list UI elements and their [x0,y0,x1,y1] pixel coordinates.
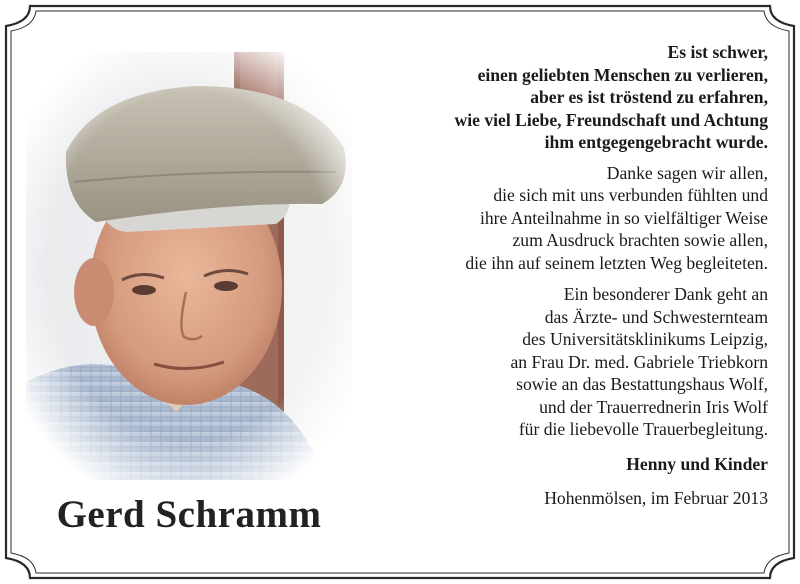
thanks-line: zum Ausdruck brachten sowie allen, [512,230,768,250]
portrait-photo [26,52,352,480]
special-thanks-line: Ein besonderer Dank geht an [563,284,768,304]
deceased-name: Gerd Schramm [56,493,322,536]
thanks-line: die ihn auf seinem letzten Weg begleiteten. [465,252,768,273]
thanks-line: ihre Anteilnahme in so vielfältiger Weise [480,207,768,228]
special-thanks-line: an Frau Dr. med. Gabriele Triebkorn [510,351,768,372]
special-thanks-line: für die liebevolle Trauerbegleitung. [518,419,768,439]
thanks-line: die sich mit uns verbunden fühlten und [493,185,768,205]
special-thanks-line: und der Trauerrednerin Iris Wolf [539,396,768,417]
thanks-line: Danke sagen wir allen, [606,162,768,183]
quote-line: wie viel Liebe, Freundschaft und Achtung [454,109,768,130]
special-thanks-line: das Ärzte- und Schwesternteam [544,306,768,327]
quote-line: Es ist schwer, [667,42,768,62]
quote-line: aber es ist tröstend zu erfahren, [530,87,768,107]
quote-line: einen geliebten Menschen zu verlieren, [477,64,768,85]
notice-text [328,33,768,510]
signature: Henny und Kinder [626,453,768,474]
place-date: Hohenmölsen, im Februar 2013 [544,488,768,508]
special-thanks-line: sowie an das Bestattungshaus Wolf, [516,374,768,394]
special-thanks-line: des Universitätsklinikums Leipzig, [522,329,768,349]
quote-line: ihm entgegengebracht wurde. [544,132,768,152]
